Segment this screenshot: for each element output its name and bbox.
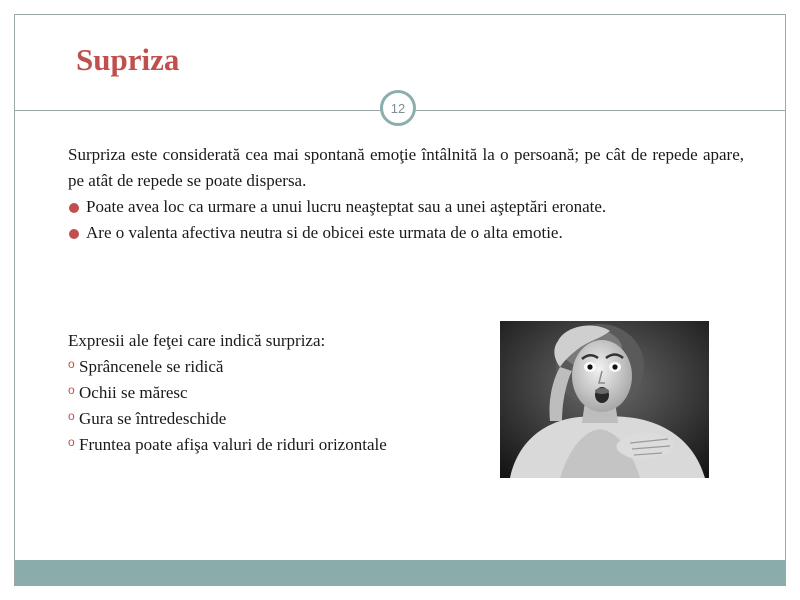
bullet-item <box>68 220 744 246</box>
page-number: 12 <box>390 100 406 116</box>
footer-bar <box>15 560 785 586</box>
sub-bullet-marker: o <box>68 383 75 397</box>
bullet-dot-icon <box>69 229 79 239</box>
page-number-badge <box>380 90 416 126</box>
bullet-text: Poate avea loc ca urmare a unui lucru neaşteptat sau a unei aşteptări eronate. <box>86 197 607 216</box>
bullet-dot-icon <box>69 203 79 213</box>
expressions-heading: Expresii ale feţei care indică surpriza: <box>68 331 326 350</box>
sub-bullet-marker: o <box>68 435 75 449</box>
sub-bullet-marker: o <box>68 409 75 423</box>
expression-text: Ochii se măresc <box>79 383 188 402</box>
slide-title: Supriza <box>76 42 180 77</box>
sub-bullet-marker: o <box>68 357 75 371</box>
bullet-item <box>68 194 744 220</box>
expression-text: Fruntea poate afişa valuri de riduri orizontale <box>79 435 387 454</box>
expressions-section <box>68 328 498 458</box>
bullet-text: Are o valenta afectiva neutra si de obicei este urmata de o alta emotie. <box>86 223 563 242</box>
expression-text: Sprâncenele se ridică <box>79 357 224 376</box>
expression-item <box>68 406 498 432</box>
intro-paragraph: Surpriza este considerată cea mai spontană emoţie întâlnită la o persoană; pe cât de repede apare, pe atât de repede se poate dispersa. <box>68 145 744 190</box>
expression-text: Gura se întredeschide <box>79 409 227 428</box>
expression-item <box>68 354 498 380</box>
expression-item <box>68 380 498 406</box>
surprised-woman-photo <box>500 321 709 478</box>
expression-item <box>68 432 498 458</box>
slide-body <box>68 142 744 246</box>
